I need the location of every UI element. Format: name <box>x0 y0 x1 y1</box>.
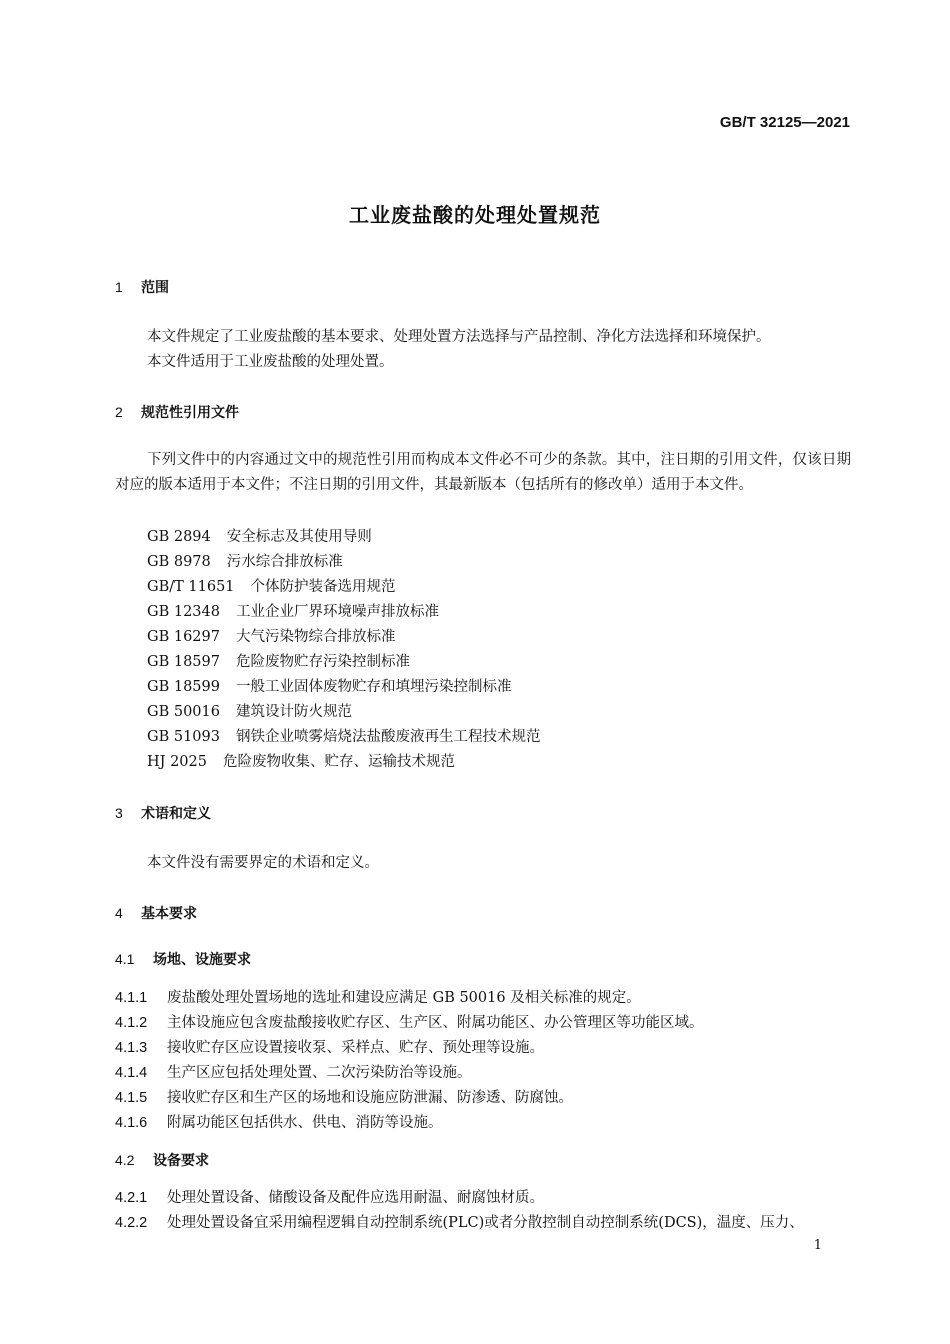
paragraph: 本文件没有需要界定的术语和定义。 <box>147 855 379 871</box>
reference-title: 大气污染物综合排放标准 <box>235 629 396 645</box>
section-4-heading: 4 基本要求 <box>115 905 197 922</box>
reference-code: GB 18599 <box>147 679 220 695</box>
reference-item <box>147 575 396 596</box>
clause-number: 4.2.1 <box>115 1190 148 1206</box>
clause-text: 生产区应包括处理处置、二次污染防治等设施。 <box>167 1065 472 1081</box>
reference-item <box>147 650 410 671</box>
reference-item <box>147 725 540 746</box>
clause-text: 附属功能区包括供水、供电、消防等设施。 <box>167 1115 443 1131</box>
reference-item <box>147 675 511 696</box>
document-title: 工业废盐酸的处理处置规范 <box>349 203 601 227</box>
clause-number: 4.2.2 <box>115 1215 148 1231</box>
clause-number: 4.1.3 <box>115 1040 148 1056</box>
clause <box>115 1011 704 1032</box>
section-4-1-heading: 4.1 场地、设施要求 <box>115 951 251 968</box>
reference-title: 污水综合排放标准 <box>226 554 343 570</box>
reference-code: GB 2894 <box>147 529 211 545</box>
clause-text: 接收贮存区和生产区的场地和设施应防泄漏、防渗透、防腐蚀。 <box>167 1090 573 1106</box>
section-4-2-heading: 4.2 设备要求 <box>115 1152 209 1169</box>
reference-title: 个体防护装备选用规范 <box>250 579 396 595</box>
clause-text: 接收贮存区应设置接收泵、采样点、贮存、预处理等设施。 <box>167 1040 544 1056</box>
paragraph: 下列文件中的内容通过文中的规范性引用而构成本文件必不可少的条款。其中，注日期的引用文件，仅该日期对应的版本适用于本文件；不注日期的引用文件，其最新版本（包括所有的修改单）适用于本文件。 <box>115 452 851 493</box>
reference-title: 一般工业固体废物贮存和填埋污染控制标准 <box>235 679 512 695</box>
section-2-heading: 2 规范性引用文件 <box>115 404 239 421</box>
clause-text: 处理处置设备、储酸设备及配件应选用耐温、耐腐蚀材质。 <box>167 1190 544 1206</box>
reference-item <box>147 625 395 646</box>
clause-text: 废盐酸处理处置场地的选址和建设应满足 GB 50016 及相关标准的规定。 <box>167 990 641 1006</box>
reference-code: HJ 2025 <box>147 754 207 770</box>
clause-number: 4.1.6 <box>115 1115 148 1131</box>
reference-title: 建筑设计防火规范 <box>235 704 352 720</box>
standard-number: GB/T 32125—2021 <box>719 114 850 131</box>
clause <box>115 1211 804 1232</box>
reference-code: GB 16297 <box>147 629 220 645</box>
reference-item <box>147 600 439 621</box>
section-1-heading: 1 范围 <box>115 279 169 296</box>
clause-number: 4.1.4 <box>115 1065 148 1081</box>
reference-code: GB 8978 <box>147 554 211 570</box>
reference-title: 工业企业厂界环境噪声排放标准 <box>235 604 439 620</box>
reference-code: GB 12348 <box>147 604 220 620</box>
clause <box>115 1036 544 1057</box>
paragraph: 本文件适用于工业废盐酸的处理处置。 <box>147 354 394 370</box>
section-3-heading: 3 术语和定义 <box>115 805 211 822</box>
reference-title: 危险废物收集、贮存、运输技术规范 <box>222 754 455 770</box>
paragraph: 本文件规定了工业废盐酸的基本要求、处理处置方法选择与产品控制、净化方法选择和环境保护。 <box>147 329 771 345</box>
reference-code: GB 18597 <box>147 654 220 670</box>
clause <box>115 1086 573 1107</box>
clause <box>115 986 641 1007</box>
page-number: 1 <box>813 1238 822 1253</box>
reference-item <box>147 700 352 721</box>
reference-item <box>147 750 455 771</box>
clause <box>115 1186 544 1207</box>
reference-code: GB 50016 <box>147 704 220 720</box>
clause <box>115 1111 443 1132</box>
reference-title: 危险废物贮存污染控制标准 <box>235 654 410 670</box>
reference-title: 钢铁企业喷雾焙烧法盐酸废液再生工程技术规范 <box>235 729 541 745</box>
clause-number: 4.1.5 <box>115 1090 148 1106</box>
reference-title: 安全标志及其使用导则 <box>226 529 372 545</box>
reference-item <box>147 525 372 546</box>
clause <box>115 1061 472 1082</box>
clause-text: 主体设施应包含废盐酸接收贮存区、生产区、附属功能区、办公管理区等功能区域。 <box>167 1015 704 1031</box>
reference-code: GB 51093 <box>147 729 220 745</box>
clause-number: 4.1.1 <box>115 990 148 1006</box>
clause-number: 4.1.2 <box>115 1015 148 1031</box>
reference-item <box>147 550 343 571</box>
clause-text: 处理处置设备宜采用编程逻辑自动控制系统(PLC)或者分散控制自动控制系统(DCS)，温度、压力、 <box>167 1215 804 1231</box>
reference-code: GB/T 11651 <box>147 579 235 595</box>
